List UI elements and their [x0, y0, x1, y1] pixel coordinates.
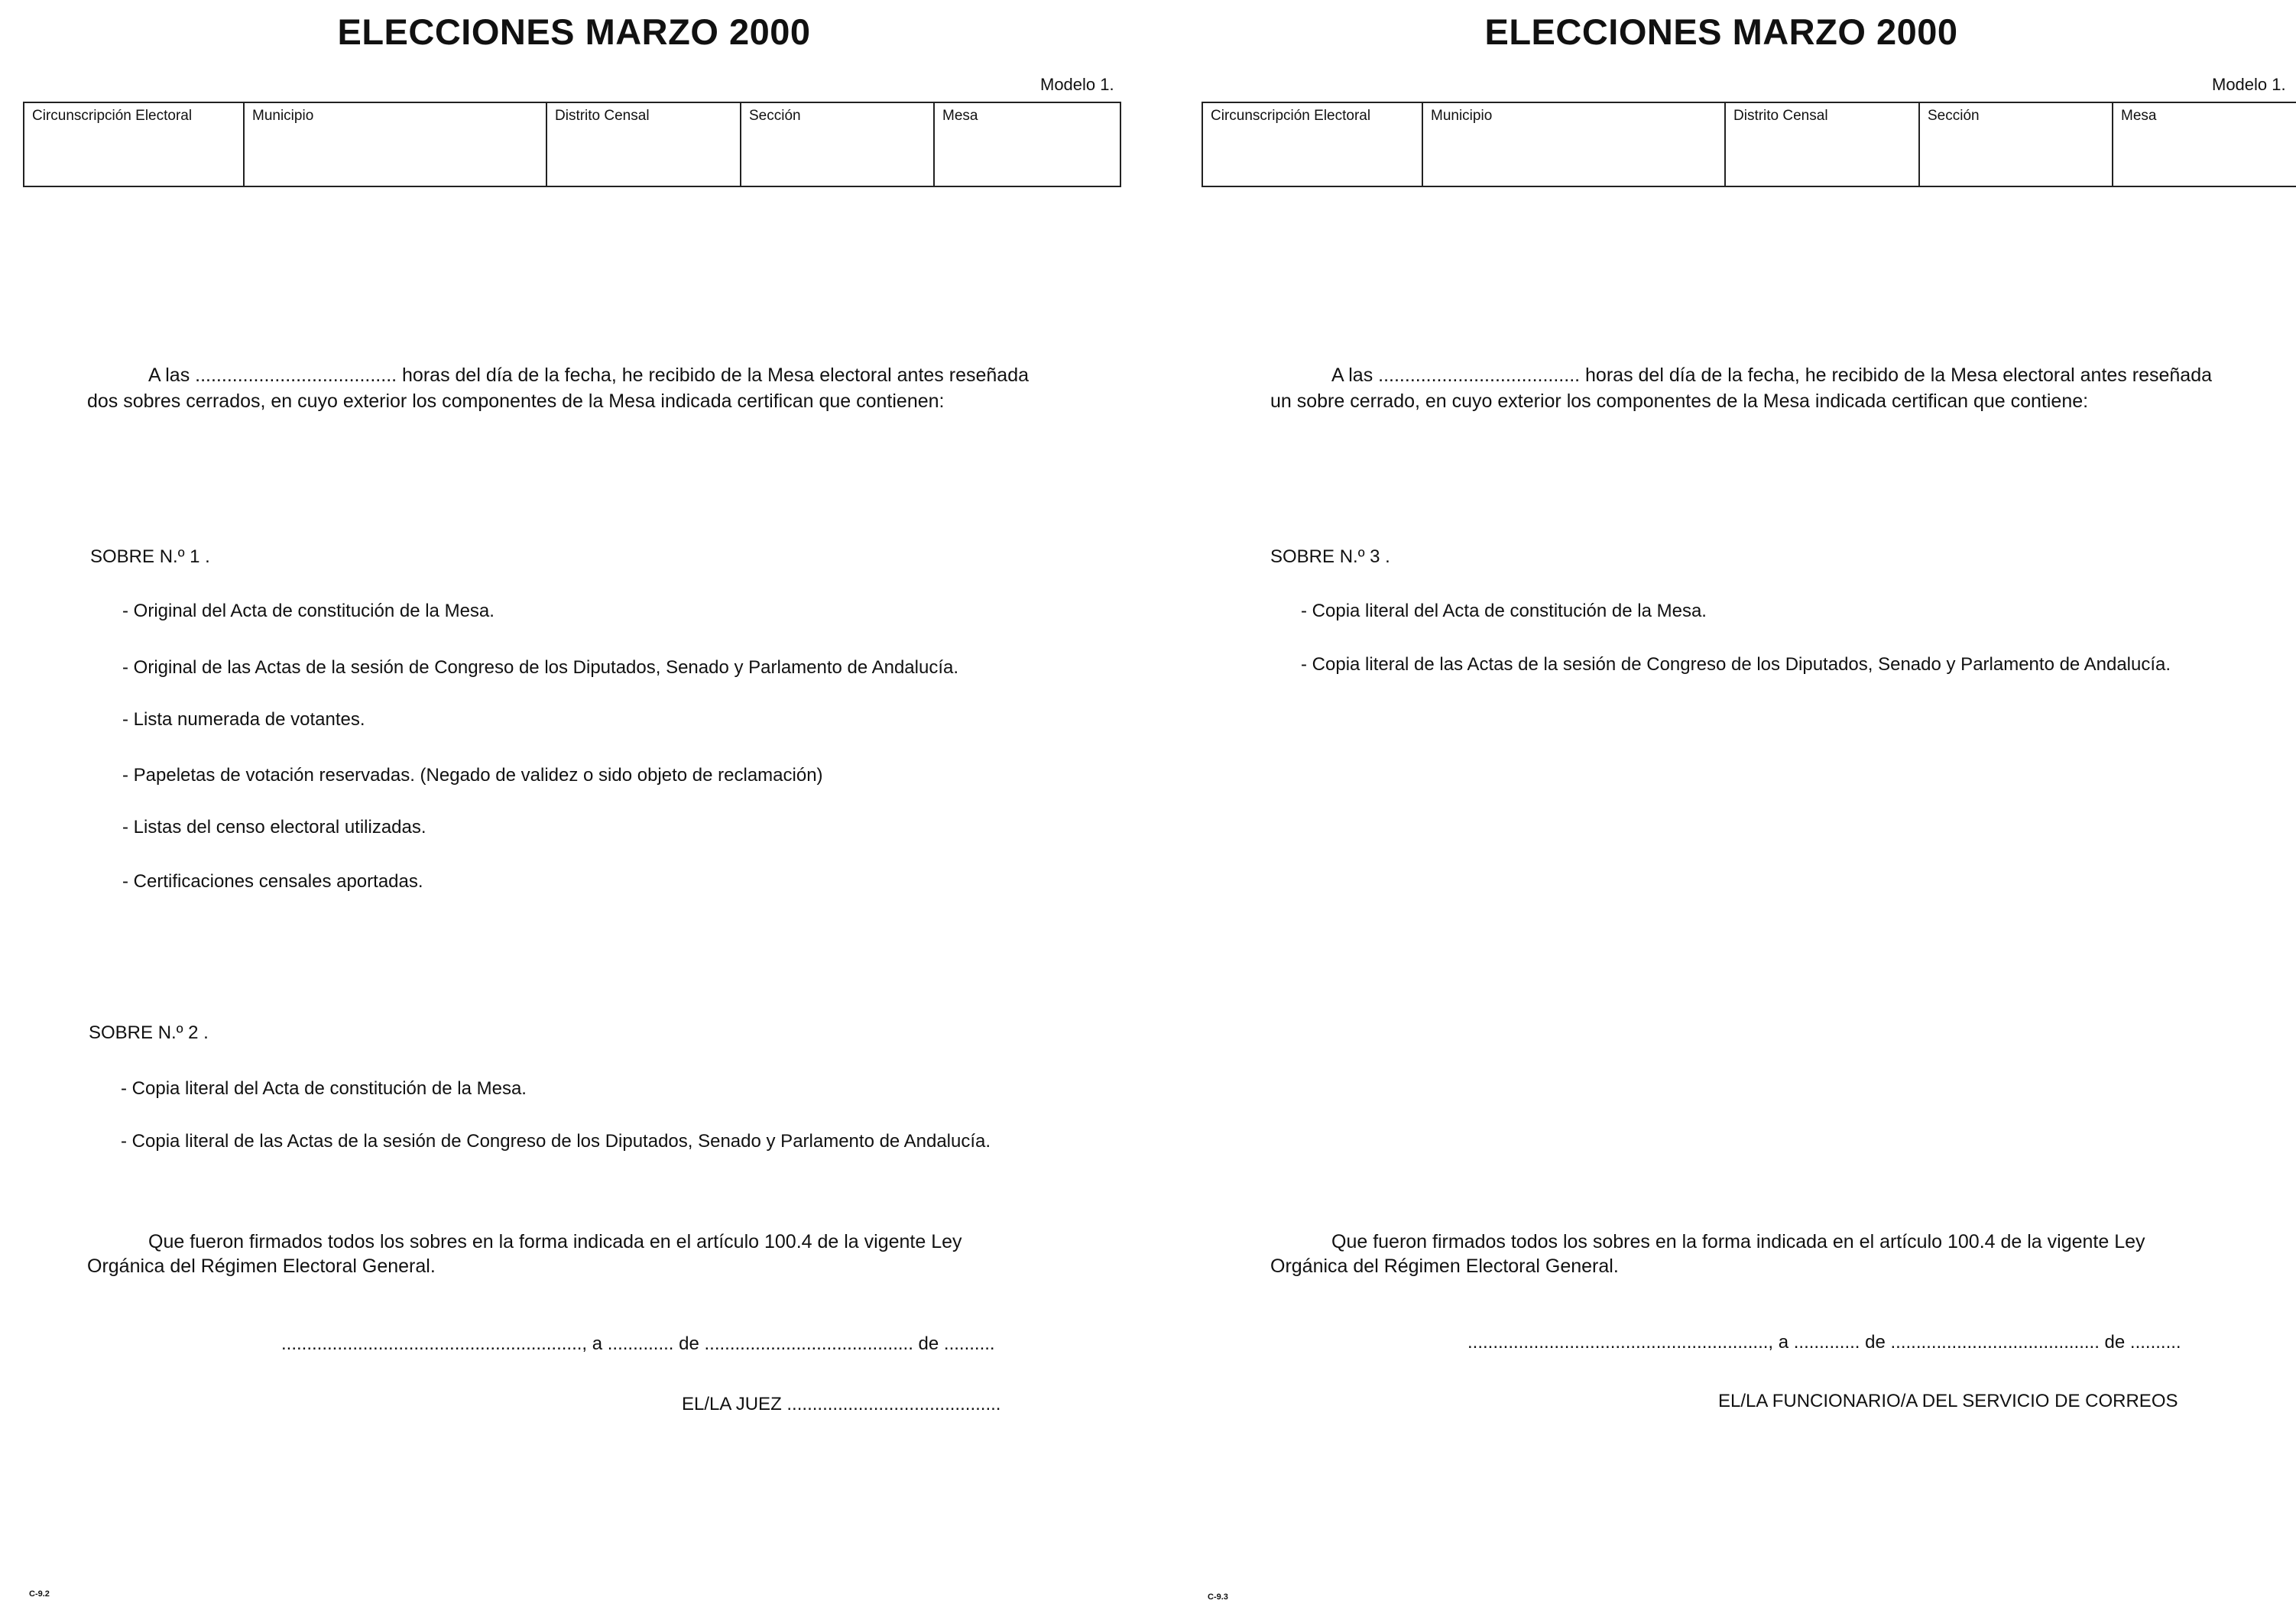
postal-official-signature-line: EL/LA FUNCIONARIO/A DEL SERVICIO DE CORREOS [1718, 1391, 2178, 1411]
municipio-field[interactable]: Municipio [245, 103, 547, 186]
sobre-1-item: - Original de las Actas de la sesión de Congreso de los Diputados, Senado y Parlamento de Andalucía. [122, 657, 959, 678]
sobre-1-item: - Papeletas de votación reservadas. (Negado de validez o sido objeto de reclamación) [122, 765, 823, 786]
page-title: ELECCIONES MARZO 2000 [1484, 11, 1958, 52]
distrito-censal-field[interactable]: Distrito Censal [1726, 103, 1920, 186]
judge-signature-line: EL/LA JUEZ .......................................... [682, 1394, 1001, 1414]
closing-line-1: Que fueron firmados todos los sobres en la forma indicada en el artículo 100.4 de la vigente Ley [148, 1231, 962, 1252]
footer-code: C-9.3 [1208, 1592, 1228, 1602]
closing-line-1: Que fueron firmados todos los sobres en la forma indicada en el artículo 100.4 de la vigente Ley [1331, 1231, 2145, 1252]
header-table [23, 102, 1121, 187]
closing-line-2: Orgánica del Régimen Electoral General. [1270, 1256, 1619, 1277]
distrito-censal-field[interactable]: Distrito Censal [547, 103, 741, 186]
closing-paragraph [1270, 1229, 2294, 1255]
date-place-line: ..........................................................., a ............. de ......................................... de .......... [1467, 1332, 2181, 1353]
sobre-1-item: - Original del Acta de constitución de la Mesa. [122, 601, 495, 621]
footer-code: C-9.2 [29, 1589, 50, 1599]
page-title: ELECCIONES MARZO 2000 [337, 11, 811, 52]
circunscripcion-field[interactable]: Circunscripción Electoral [24, 103, 245, 186]
sobre-2-item: - Copia literal de las Actas de la sesión de Congreso de los Diputados, Senado y Parlamento de Andalucía. [121, 1131, 991, 1152]
closing-line-2: Orgánica del Régimen Electoral General. [87, 1256, 436, 1277]
date-place-line: ..........................................................., a ............. de ......................................... de .......... [281, 1333, 995, 1354]
intro-paragraph-cont [1270, 388, 2294, 414]
seccion-field[interactable]: Sección [1920, 103, 2113, 186]
modelo-label: Modelo 1. [1040, 75, 1114, 94]
municipio-field[interactable]: Municipio [1423, 103, 1726, 186]
sobre-3-item: - Copia literal del Acta de constitución de la Mesa. [1301, 601, 1707, 621]
intro-line-2: un sobre cerrado, en cuyo exterior los componentes de la Mesa indicada certifican que contiene: [1270, 390, 2089, 412]
intro-paragraph [1270, 362, 2294, 388]
header-table [1202, 102, 2296, 187]
intro-paragraph [87, 362, 1127, 388]
sobre-3-heading: SOBRE N.º 3 . [1270, 546, 1390, 567]
right-page [1177, 0, 2296, 1620]
closing-paragraph-cont [1270, 1253, 2294, 1279]
sobre-1-item: - Listas del censo electoral utilizadas. [122, 817, 426, 838]
intro-line-2: dos sobres cerrados, en cuyo exterior los componentes de la Mesa indicada certifican que contienen: [87, 390, 945, 412]
intro-paragraph-cont [87, 388, 1127, 414]
mesa-field[interactable]: Mesa [942, 108, 978, 124]
seccion-field[interactable]: Sección [741, 103, 935, 186]
sobre-1-item: - Lista numerada de votantes. [122, 709, 365, 730]
modelo-label: Modelo 1. [2212, 75, 2286, 94]
sobre-2-item: - Copia literal del Acta de constitución de la Mesa. [121, 1078, 527, 1099]
closing-paragraph [87, 1229, 1127, 1255]
closing-paragraph-cont [87, 1253, 1127, 1279]
intro-line-1: A las ...................................... horas del día de la fecha, he recibido de la Mesa electoral antes reseñada [148, 364, 1030, 386]
sobre-1-heading: SOBRE N.º 1 . [90, 546, 210, 567]
sobre-3-item: - Copia literal de las Actas de la sesión de Congreso de los Diputados, Senado y Parlamento de Andalucía. [1301, 654, 2171, 675]
sobre-1-item: - Certificaciones censales aportadas. [122, 871, 423, 892]
circunscripcion-field[interactable]: Circunscripción Electoral [1203, 103, 1423, 186]
sobre-2-heading: SOBRE N.º 2 . [89, 1022, 209, 1043]
intro-line-1: A las ...................................... horas del día de la fecha, he recibido de la Mesa electoral antes reseñada [1331, 364, 2213, 386]
mesa-field[interactable]: Mesa [2121, 108, 2157, 124]
